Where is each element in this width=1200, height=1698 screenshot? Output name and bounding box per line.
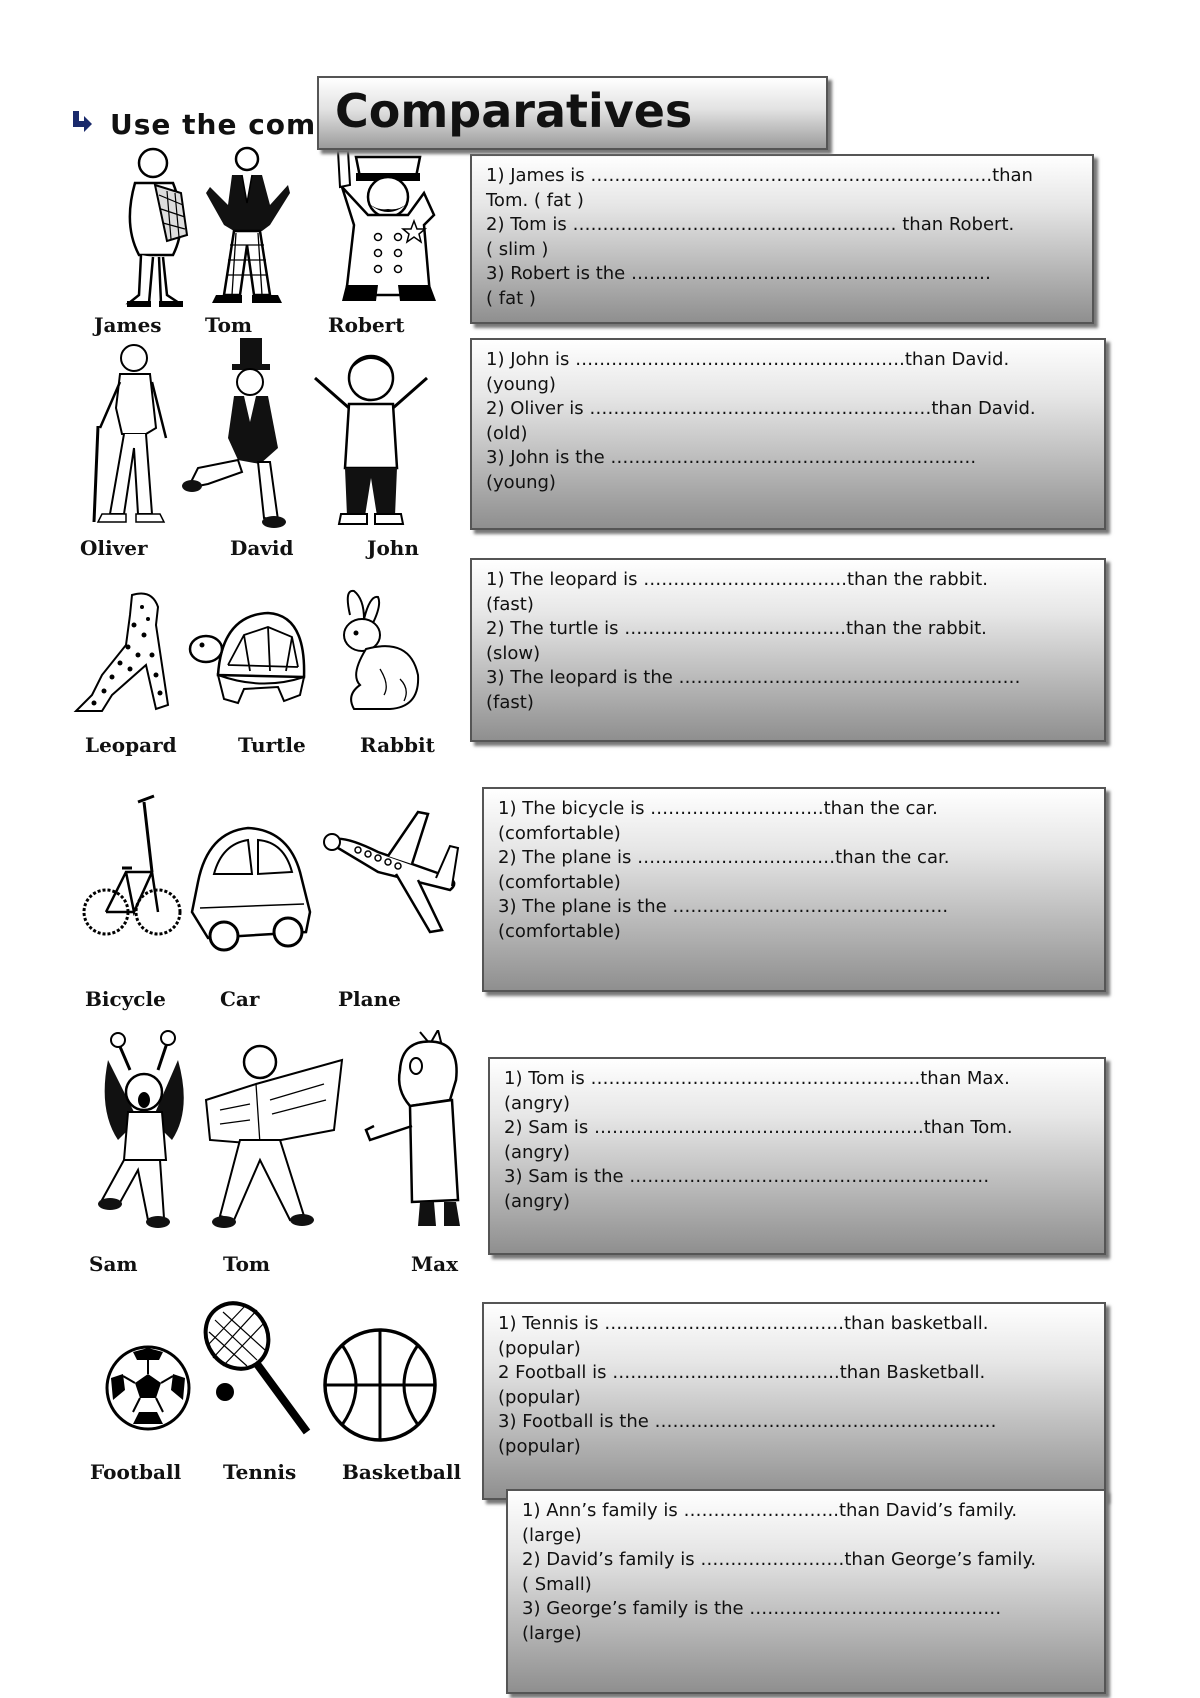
tom-slim-man-illustration (200, 145, 295, 310)
exercise-line: (angry) (504, 1190, 570, 1212)
caption: Plane (338, 987, 401, 1011)
exercise-line: 1) Tom is ……………………………………………….than Max. (504, 1068, 1010, 1089)
exercise-line: Tom. ( fat ) (486, 189, 584, 211)
caption: Football (90, 1460, 182, 1484)
exercise-line: 3) Sam is the …………………………………………………… (504, 1166, 990, 1187)
exercise-line: 3) John is the ……………………………………………………. (486, 447, 977, 468)
exercise-line: ( fat ) (486, 287, 536, 309)
exercise-line: (popular) (498, 1337, 581, 1359)
exercise-line: (fast) (486, 593, 534, 615)
exercise-line: 3) Football is the ………………………………………………… (498, 1411, 997, 1432)
exercise-line: 2) Sam is ……………………………………………….than Tom. (504, 1117, 1013, 1138)
picture-row-animals (70, 585, 470, 760)
picture-row-sports (70, 1300, 470, 1490)
caption: Leopard (85, 733, 177, 757)
exercise-line: 2) Tom is ……………………………………………… than Robert. (486, 214, 1015, 235)
exercise-line: ( Small) (522, 1573, 592, 1595)
exercise-line: 2 Football is ………………………………..than Basketball. (498, 1362, 986, 1383)
exercise-line: 1) Ann’s family is ……………………..than David’s family. (522, 1500, 1018, 1521)
exercise-line: (angry) (504, 1141, 570, 1163)
max-angry-man-illustration (360, 1030, 470, 1235)
exercise-line: 2) The plane is ……………………………than the car. (498, 847, 950, 868)
exercise-line: 3) The plane is the ………………………………………. (498, 896, 949, 917)
exercise-line: 1) John is ……………………………………………….than David. (486, 349, 1010, 370)
exercise-line: (popular) (498, 1386, 581, 1408)
exercise-line: ( slim ) (486, 238, 549, 260)
plane-illustration (318, 802, 463, 947)
exercise-line: 1) Tennis is ………………………………….than basketball. (498, 1313, 989, 1334)
exercise-line: (large) (522, 1622, 582, 1644)
picture-row-people-2 (70, 338, 470, 568)
tom-newspaper-man-illustration (200, 1040, 350, 1240)
exercise-box-3 (470, 558, 1106, 742)
john-boy-illustration (305, 348, 440, 528)
exercise-box-5 (488, 1057, 1106, 1255)
exercise-line: 1) The bicycle is ………………………..than the car. (498, 798, 938, 819)
exercise-line: (young) (486, 373, 556, 395)
exercise-line: 3) George’s family is the …………………………………… (522, 1598, 1002, 1619)
exercise-line: 3) The leopard is the ………………………………………………… (486, 667, 1021, 688)
basketball-illustration (320, 1325, 440, 1445)
caption: John (367, 536, 419, 560)
caption: Tom (205, 313, 253, 337)
exercise-line: (slow) (486, 642, 541, 664)
sam-angry-man-illustration (88, 1030, 198, 1230)
david-gentleman-illustration (178, 338, 298, 533)
exercise-line: (angry) (504, 1092, 570, 1114)
tennis-racket-illustration (195, 1300, 315, 1440)
arrow-bullet-icon (70, 109, 94, 139)
exercise-line: (large) (522, 1524, 582, 1546)
exercise-box-4 (482, 787, 1106, 992)
leopard-illustration (72, 585, 177, 715)
caption: Basketball (342, 1460, 462, 1484)
caption: James (94, 313, 162, 337)
exercise-line: 1) James is ………………………………………………………….than (486, 165, 1033, 186)
picture-row-angry-people (70, 1030, 470, 1280)
exercise-box-7 (506, 1489, 1106, 1694)
rabbit-illustration (320, 585, 425, 715)
caption: Max (411, 1252, 459, 1276)
robert-policeman-illustration (328, 145, 448, 305)
caption: Car (220, 987, 260, 1011)
james-fat-man-illustration (115, 145, 195, 310)
exercise-line: (comfortable) (498, 822, 621, 844)
instruction-line (70, 104, 316, 144)
caption: Rabbit (360, 733, 435, 757)
exercise-line: (comfortable) (498, 871, 621, 893)
exercise-line: 2) David’s family is ……………………than George’s family. (522, 1549, 1037, 1570)
exercise-line: 1) The leopard is …………………………….than the rabbit. (486, 569, 988, 590)
exercise-line: 3) Robert is the …………………………………………………… (486, 263, 991, 284)
car-illustration (188, 812, 318, 957)
caption: Robert (328, 313, 405, 337)
exercise-line: (old) (486, 422, 528, 444)
page-title: Comparatives (335, 84, 693, 138)
picture-row-people-1 (70, 145, 470, 345)
picture-row-transport (70, 782, 470, 1011)
exercise-line: (popular) (498, 1435, 581, 1457)
exercise-line: (fast) (486, 691, 534, 713)
caption: Sam (89, 1252, 138, 1276)
caption: Turtle (238, 733, 306, 757)
exercise-line: (comfortable) (498, 920, 621, 942)
exercise-line: 2) Oliver is …………………………………………………than David. (486, 398, 1036, 419)
football-illustration (103, 1340, 193, 1435)
exercise-box-2 (470, 338, 1106, 530)
title-box (317, 76, 828, 150)
caption: Bicycle (85, 987, 166, 1011)
caption: Tom (223, 1252, 271, 1276)
instruction-text: Use the com (110, 107, 317, 141)
bicycle-illustration (82, 782, 182, 957)
exercise-line: 2) The turtle is ……………………………….than the rabbit. (486, 618, 987, 639)
oliver-old-man-illustration (80, 338, 180, 528)
exercise-box-6 (482, 1302, 1106, 1500)
caption: Oliver (80, 536, 148, 560)
turtle-illustration (188, 605, 313, 715)
caption: Tennis (223, 1460, 297, 1484)
caption: David (230, 536, 294, 560)
exercise-line: (young) (486, 471, 556, 493)
exercise-box-1 (470, 154, 1094, 324)
